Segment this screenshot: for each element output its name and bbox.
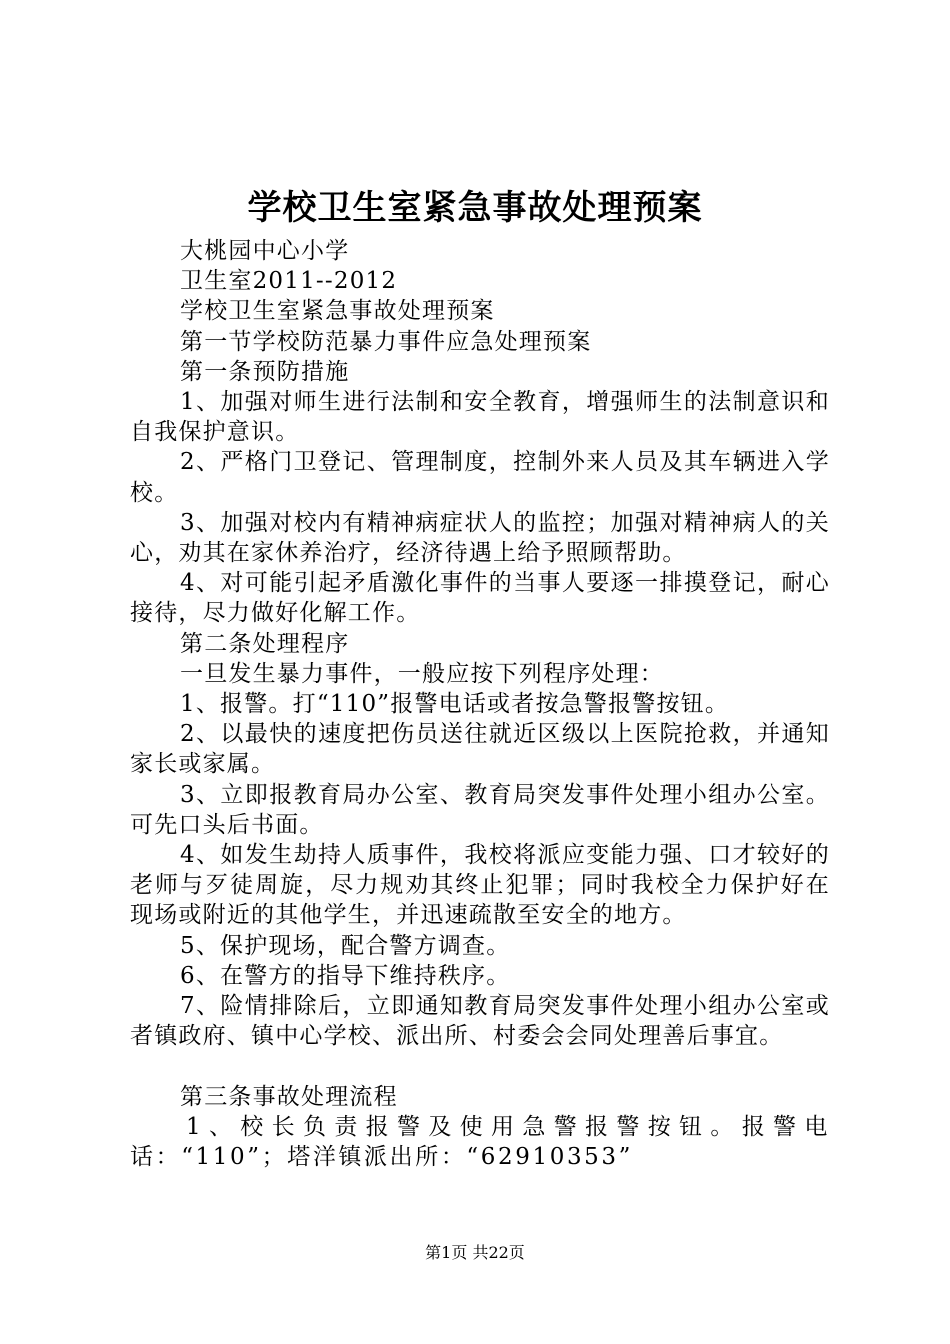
paragraph-item: 7、险情排除后，立即通知教育局突发事件处理小组办公室或者镇政府、镇中心学校、派出所、村委会会同处理善后事宜。 [130,993,830,1050]
paragraph-item: 1、加强对师生进行法制和安全教育，增强师生的法制意识和自我保护意识。 [130,389,830,446]
paragraph-item: 5、保护现场，配合警方调查。 [180,932,511,959]
paragraph-item: 2、严格门卫登记、管理制度，控制外来人员及其车辆进入学校。 [130,449,830,506]
paragraph-item: 2、以最快的速度把伤员送往就近区级以上医院抢救，并通知家长或家属。 [130,721,830,778]
paragraph-intro: 一旦发生暴力事件，一般应按下列程序处理： [180,660,664,687]
blank-line [130,1051,830,1081]
paragraph-item: 4、如发生劫持人质事件，我校将派应变能力强、口才较好的老师与歹徒周旋，尽力规劝其终止犯罪；同时我校全力保护好在现场或附近的其他学生，并迅速疏散至安全的地方。 [130,842,830,929]
paragraph-school-name: 大桃园中心小学 [180,238,350,264]
paragraph-plan-name: 学校卫生室紧急事故处理预案 [180,298,495,325]
document-body [130,236,830,1172]
document-title: 学校卫生室紧急事故处理预案 [247,188,703,228]
article-heading-2: 第二条处理程序 [180,630,350,657]
paragraph-item: 1、校长负责报警及使用急警报警按钮。报警电话：“110”；塔洋镇派出所：“62910353” [130,1113,830,1171]
section-heading-1: 第一节学校防范暴力事件应急处理预案 [180,328,592,355]
paragraph-item: 3、立即报教育局办公室、教育局突发事件处理小组办公室。可先口头后书面。 [130,781,830,838]
paragraph-item: 1、报警。打“110”报警电话或者按急警报警按钮。 [180,691,730,718]
paragraph-item: 6、在警方的指导下维持秩序。 [180,962,511,989]
page-number: 第1页 共22页 [425,1243,525,1262]
article-heading-3: 第三条事故处理流程 [180,1083,398,1110]
paragraph-item: 4、对可能引起矛盾激化事件的当事人要逐一排摸登记，耐心接待，尽力做好化解工作。 [130,570,830,627]
paragraph-item: 3、加强对校内有精神病症状人的监控；加强对精神病人的关心，劝其在家休养治疗，经济待遇上给予照顾帮助。 [130,509,830,567]
paragraph-clinic-year: 卫生室2011--2012 [180,268,398,295]
article-heading-1: 第一条预防措施 [180,358,350,385]
